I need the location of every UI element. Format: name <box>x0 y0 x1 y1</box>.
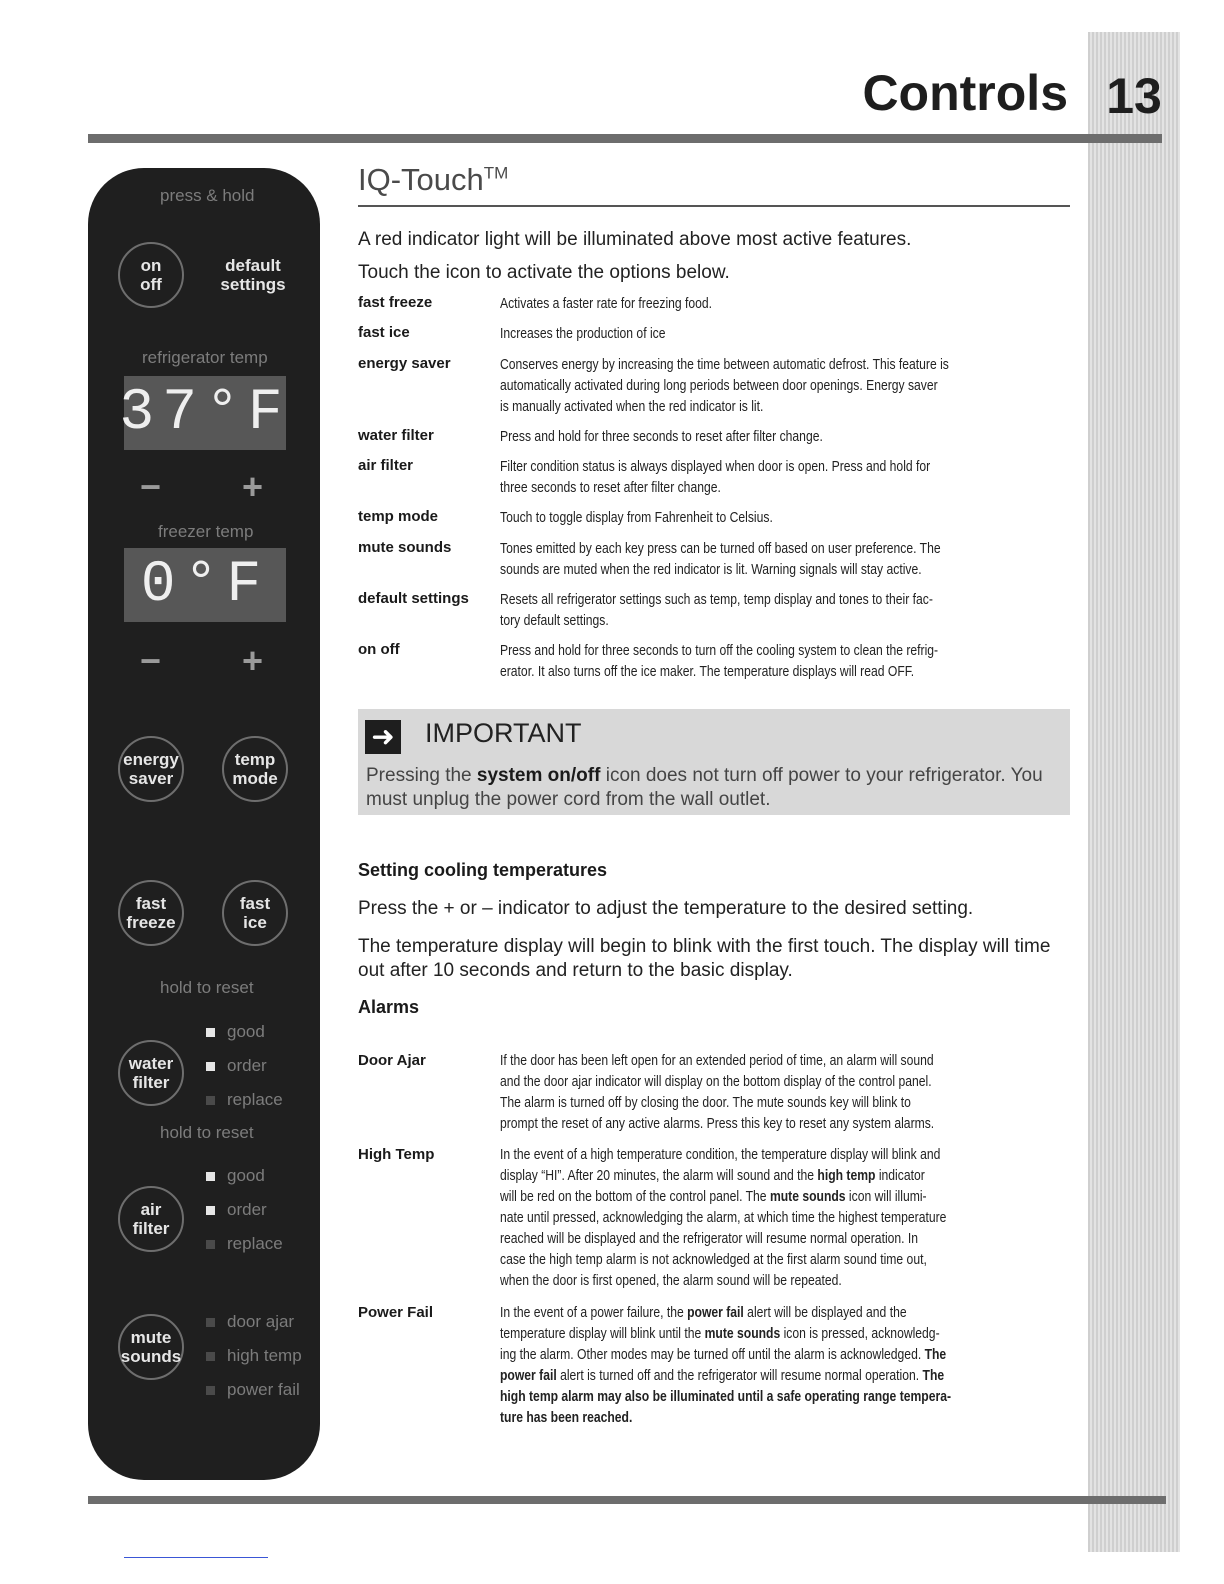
feature-term-mute-sounds: mute sounds <box>358 539 452 556</box>
alarm-status-power-fail: power fail <box>206 1380 300 1400</box>
alarms-heading: Alarms <box>358 997 420 1017</box>
indicator-light-icon <box>206 1096 215 1105</box>
important-text: Pressing the system on/off icon does not turn off power to your refrigerator. You must unplug the power cord from the wall outlet. <box>366 765 1043 810</box>
hold-to-reset-label: hold to reset <box>160 1123 254 1142</box>
indicator-light-icon <box>206 1318 215 1327</box>
freezer-temp-label: freezer temp <box>158 522 254 541</box>
intro-text: Touch the icon to activate the options below. <box>358 262 730 283</box>
important-notice <box>358 709 1070 815</box>
alarm-desc-high-temp: In the event of a high temperature condition, the temperature display will blink and display “HI”. After 20 minutes, the alarm will sound and the high temp indicator will be red on the bottom of the control panel. The mute sounds icon will illumi- nate until pressed, acknowledging the alarm, at which time the highest temperature reached will be displayed and the refrigerator will resume normal operation. In case the high temp alarm is not acknowledged at the first alarm sound time out, when the door is first opened, the alarm sound will be repeated. <box>500 1146 947 1289</box>
freezer-plus-button[interactable]: + <box>242 640 264 681</box>
page-number: 13 <box>1106 68 1162 124</box>
indicator-light-icon <box>206 1028 215 1037</box>
alarm-term-high-temp: High Temp <box>358 1146 435 1163</box>
feature-desc-fast-ice: Increases the production of ice <box>500 325 666 342</box>
refrigerator-minus-button[interactable]: − <box>140 466 162 507</box>
fast-freeze-button[interactable]: fast freeze <box>118 880 184 946</box>
default-settings-button[interactable]: default settings <box>220 256 286 294</box>
feature-term-default-settings: default settings <box>358 590 469 607</box>
feature-term-air-filter: air filter <box>358 457 414 474</box>
alarm-desc-door-ajar: If the door has been left open for an extended period of time, an alarm will sound and the door ajar indicator will display on the bottom display of the control panel. The alarm is turned off by closing the door. The mute sounds key will blink to prompt the reset of any active alarms. Press this key to reset any system alarms. <box>500 1052 935 1132</box>
alarm-term-door-ajar: Door Ajar <box>358 1052 426 1069</box>
arrow-right-icon: ➜ <box>365 720 401 754</box>
title-rule <box>358 205 1070 207</box>
feature-term-water-filter: water filter <box>358 427 434 444</box>
feature-desc-air-filter: Filter condition status is always displayed when door is open. Press and hold for three seconds to reset after filter change. <box>500 458 931 496</box>
water-status-order: order <box>206 1056 267 1076</box>
cooling-paragraph: out after 10 seconds and return to the basic display. <box>358 960 793 981</box>
cooling-paragraph: The temperature display will begin to blink with the first touch. The display will time <box>358 936 1051 957</box>
alarm-status-door-ajar: door ajar <box>206 1312 294 1332</box>
feature-desc-on-off: Press and hold for three seconds to turn off the cooling system to clean the refrig- erator. It also turns off the ice maker. The temperature displays will read OFF. <box>500 642 939 680</box>
indicator-light-icon <box>206 1240 215 1249</box>
air-status-replace: replace <box>206 1234 283 1254</box>
alarm-desc-power-fail: In the event of a power failure, the power fail alert will be displayed and the temperature display will blink until the mute sounds icon is pressed, acknowledg- ing the alarm. Other modes may be turned off until the alarm is acknowledged. The power fail alert is turned off and the refrigerator will resume normal operation. The high temp alarm may also be illuminated until a safe operating range tempera- ture has been reached. <box>500 1304 952 1426</box>
refrigerator-temp-display: 37°F <box>124 376 286 450</box>
cooling-heading: Setting cooling temperatures <box>358 860 608 880</box>
intro-text: A red indicator light will be illuminated above most active features. <box>358 229 912 250</box>
product-title: IQ-Touch™ <box>358 162 509 197</box>
feature-term-fast-freeze: fast freeze <box>358 294 433 311</box>
temp-mode-button[interactable]: temp mode <box>222 736 288 802</box>
alarm-term-power-fail: Power Fail <box>358 1304 434 1321</box>
indicator-light-icon <box>206 1386 215 1395</box>
footer-link-line <box>124 1557 268 1558</box>
page-side-strip <box>1088 32 1180 1552</box>
feature-term-on-off: on off <box>358 641 400 658</box>
feature-desc-default-settings: Resets all refrigerator settings such as temp, temp display and tones to their fac- tory default settings. <box>500 591 933 629</box>
refrigerator-temp-label: refrigerator temp <box>142 348 268 367</box>
feature-desc-temp-mode: Touch to toggle display from Fahrenheit to Celsius. <box>500 509 773 526</box>
indicator-light-icon <box>206 1206 215 1215</box>
cooling-paragraph: Press the + or – indicator to adjust the temperature to the desired setting. <box>358 898 974 919</box>
header-rule <box>88 134 1162 143</box>
indicator-light-icon <box>206 1062 215 1071</box>
feature-desc-fast-freeze: Activates a faster rate for freezing food. <box>500 295 713 312</box>
feature-desc-mute-sounds: Tones emitted by each key press can be turned off based on user preference. The sounds are muted when the red indicator is lit. Warning signals will stay active. <box>500 540 941 578</box>
feature-term-fast-ice: fast ice <box>358 324 410 341</box>
hold-to-reset-label: hold to reset <box>160 978 254 997</box>
control-panel <box>88 168 320 1480</box>
feature-desc-energy-saver: Conserves energy by increasing the time between automatic defrost. This feature is automatically activated during long periods between door openings. Energy saver is manually activated when the red indicator is lit. <box>500 356 949 415</box>
feature-desc-water-filter: Press and hold for three seconds to reset after filter change. <box>500 428 823 445</box>
on-off-button[interactable]: on off <box>118 242 184 308</box>
water-status-good: good <box>206 1022 265 1042</box>
important-title: IMPORTANT <box>425 718 582 748</box>
section-title: Controls <box>862 65 1068 121</box>
water-status-replace: replace <box>206 1090 283 1110</box>
indicator-light-icon <box>206 1172 215 1181</box>
air-filter-button[interactable]: air filter <box>118 1186 184 1252</box>
press-hold-label: press & hold <box>160 186 255 205</box>
footer-rule <box>88 1496 1166 1504</box>
refrigerator-plus-button[interactable]: + <box>242 466 264 507</box>
freezer-temp-display: 0°F <box>124 548 286 622</box>
air-status-order: order <box>206 1200 267 1220</box>
freezer-minus-button[interactable]: − <box>140 640 162 681</box>
air-status-good: good <box>206 1166 265 1186</box>
indicator-light-icon <box>206 1352 215 1361</box>
feature-term-temp-mode: temp mode <box>358 508 439 525</box>
water-filter-button[interactable]: water filter <box>118 1040 184 1106</box>
alarm-status-high-temp: high temp <box>206 1346 302 1366</box>
energy-saver-button[interactable]: energy saver <box>118 736 184 802</box>
mute-sounds-button[interactable]: mute sounds <box>118 1314 184 1380</box>
fast-ice-button[interactable]: fast ice <box>222 880 288 946</box>
feature-term-energy-saver: energy saver <box>358 355 451 372</box>
